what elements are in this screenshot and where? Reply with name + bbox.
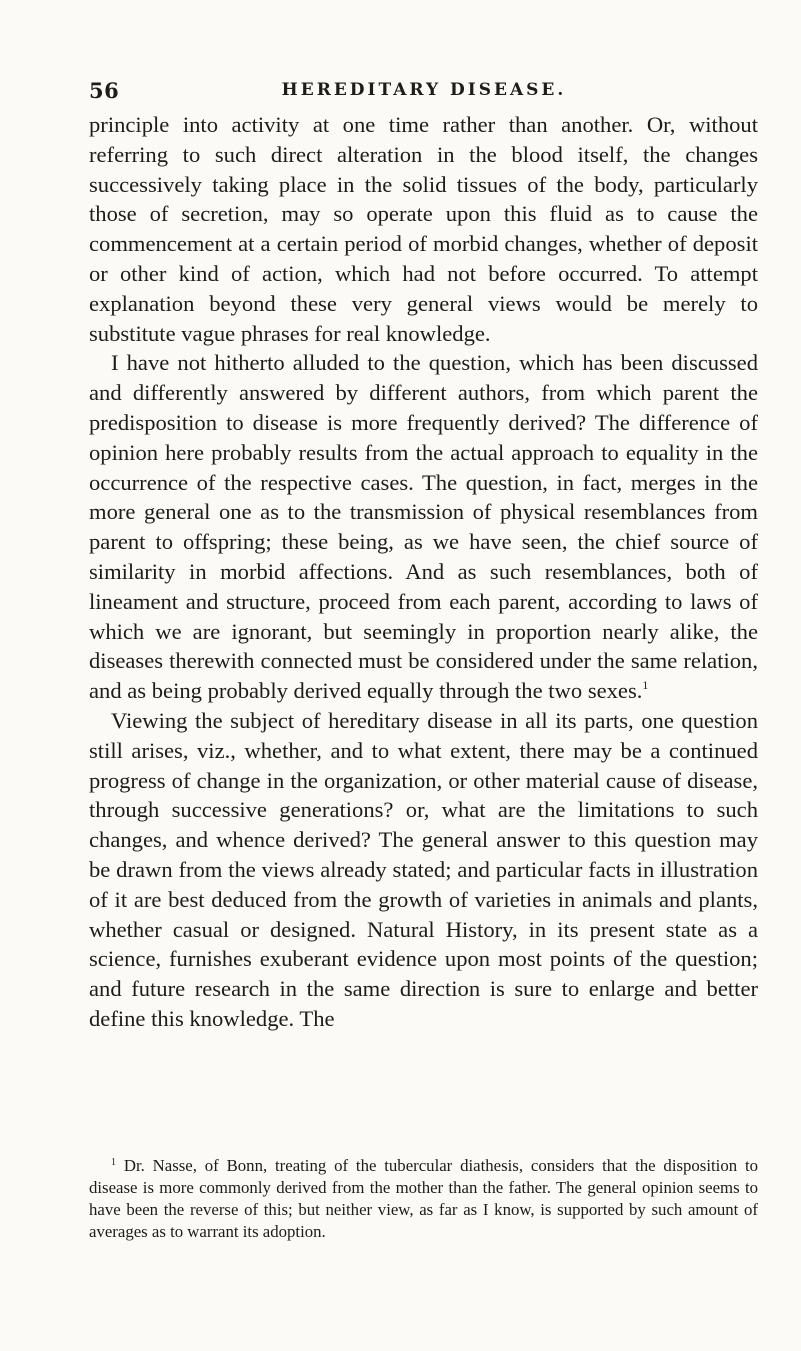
footnote-mark: 1: [111, 1157, 116, 1168]
footnote-reference[interactable]: 1: [642, 678, 649, 693]
paragraph-2: [89, 348, 758, 706]
page-header: [89, 78, 759, 108]
paragraph-3-text: Viewing the subject of hereditary disease in all its parts, one question still arises, viz., whether, and to what extent, there may be a continued progress of change in the organization, or other material cause of disease, through successive generations? or, what are the limitations to such changes, and whence derived? The general answer to this question may be drawn from the views already stated; and particular facts in illustration of it are best deduced from the growth of varieties in animals and plants, whether casual or designed. Natural History, in its present state as a science, furnishes exuberant evidence upon most points of the question; and future research in the same direction is sure to enlarge and better define this knowledge. The: [89, 707, 758, 1031]
page-number: 56: [89, 78, 120, 103]
footnotes: [89, 1155, 758, 1243]
running-head: HEREDITARY DISEASE.: [281, 80, 567, 100]
paragraph-2-text: I have not hitherto alluded to the question, which has been discussed and differently answered by different authors, from which parent the predisposition to disease is more frequently derived? The difference of opinion here probably results from the actual approach to equality in the occurrence of the respective cases. The question, in fact, merges in the more general one as to the transmission of physical resemblances from parent to offspring; these being, as we have seen, the chief source of similarity in morbid affections. And as such resemblances, both of lineament and structure, proceed from each parent, according to laws of which we are ignorant, but seemingly in proportion nearly alike, the diseases therewith connected must be considered under the same relation, and as being probably derived equally through the two sexes.: [89, 350, 758, 704]
body-text: [89, 110, 758, 1034]
footnote-1: [89, 1155, 758, 1243]
paragraph-1-text: principle into activity at one time rather than another. Or, without referring to such direct alteration in the blood itself, the changes successively taking place in the solid tissues of the body, particularly those of secretion, may so operate upon this fluid as to cause the commencement at a certain period of morbid changes, whether of deposit or other kind of action, which had not before occurred. To attempt explanation beyond these very general views would be merely to substitute vague phrases for real knowledge.: [89, 112, 758, 346]
paragraph-3: [89, 706, 758, 1034]
paragraph-1: [89, 110, 758, 348]
footnote-1-text: Dr. Nasse, of Bonn, treating of the tubercular diathesis, considers that the disposition to disease is more commonly derived from the mother than the father. The general opinion seems to have been the reverse of this; but neither view, as far as I know, is supported by such amount of averages as to warrant its adoption.: [89, 1156, 758, 1241]
